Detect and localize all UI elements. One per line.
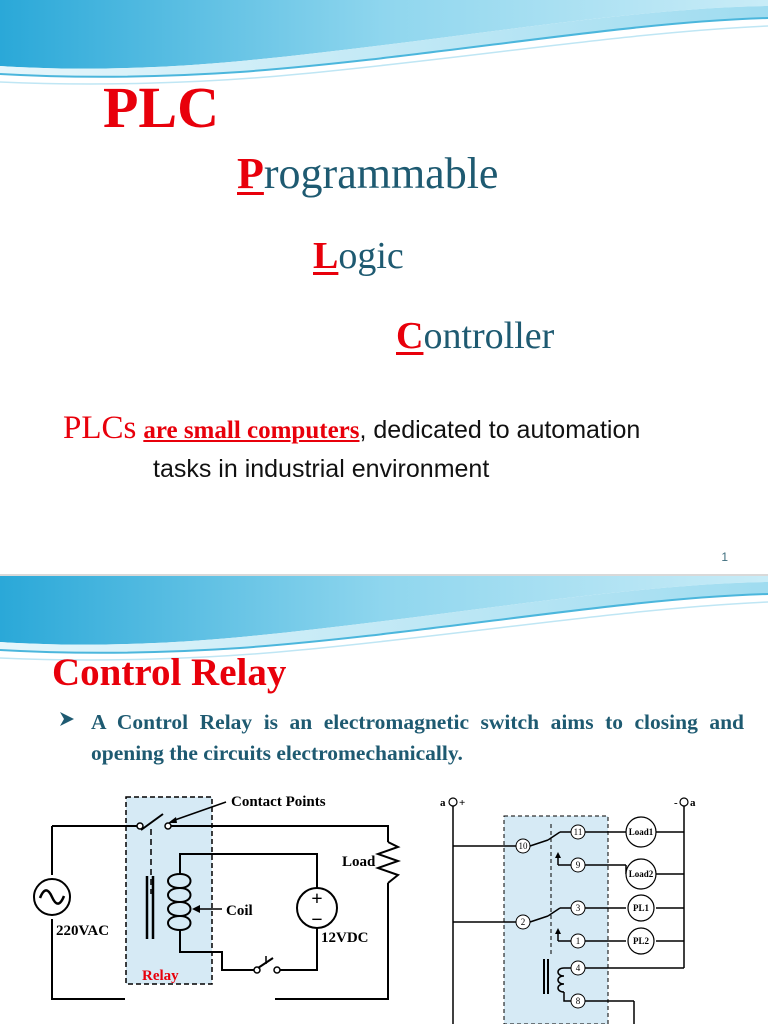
svg-text:-: - [674, 797, 678, 809]
relay-circuit-diagram [0, 784, 420, 1024]
svg-text:2: 2 [520, 917, 526, 927]
acronym-rest: ogic [338, 235, 404, 277]
svg-text:3: 3 [575, 903, 581, 913]
pin-11 [571, 825, 585, 839]
acronym-letter: C [396, 315, 424, 357]
description-highlight: are small computers [143, 417, 360, 444]
relay-wiring-diagram [430, 794, 720, 1024]
pin-3 [571, 901, 585, 915]
load-2 [626, 859, 656, 889]
label-contact-points: Contact Points [231, 794, 326, 810]
acronym-line-logic [313, 234, 404, 278]
svg-text:Load1: Load1 [628, 827, 654, 837]
acronym-line-programmable [237, 148, 498, 199]
svg-text:8: 8 [575, 996, 581, 1006]
slide-title: Control Relay [52, 651, 287, 694]
svg-text:10: 10 [518, 841, 528, 851]
acronym-rest: ontroller [423, 315, 555, 357]
svg-text:4: 4 [575, 963, 581, 973]
label-load: Load [342, 854, 376, 870]
description-line-2: tasks in industrial environment [153, 455, 490, 483]
svg-text:11: 11 [573, 827, 583, 837]
slide-title: PLC [103, 75, 219, 140]
pilot-lamp-2 [628, 928, 654, 954]
svg-text:+: + [311, 888, 323, 910]
svg-text:a: a [690, 797, 696, 809]
slide-2 [0, 576, 768, 1024]
pin-10 [516, 839, 530, 853]
label-220vac: 220VAC [56, 923, 110, 939]
svg-text:PL1: PL1 [632, 903, 650, 913]
svg-text:PL2: PL2 [632, 936, 650, 946]
pilot-lamp-1 [628, 895, 654, 921]
load-resistor [378, 842, 398, 883]
acronym-line-controller [396, 314, 554, 358]
page-number: 1 [721, 550, 728, 564]
description-line-1 [63, 410, 640, 447]
svg-text:+: + [459, 797, 466, 809]
bullet-text: A Control Relay is an electromagnetic switch aims to closing and opening the circuits electromechanically. [91, 710, 744, 765]
pin-8 [571, 994, 585, 1008]
svg-text:9: 9 [575, 860, 581, 870]
svg-text:Load2: Load2 [628, 869, 654, 879]
pin-4 [571, 961, 585, 975]
pin-1 [571, 934, 585, 948]
label-coil: Coil [226, 903, 253, 919]
load-1 [626, 817, 656, 847]
acronym-rest: rogrammable [263, 149, 499, 198]
acronym-letter: P [237, 149, 264, 198]
label-12vdc: 12VDC [321, 930, 369, 946]
svg-text:−: − [311, 909, 323, 931]
acronym-letter: L [313, 235, 339, 277]
svg-text:1: 1 [575, 936, 581, 946]
pin-9 [571, 858, 585, 872]
description-rest: , dedicated to automation [359, 416, 641, 444]
arrow-bullet-icon [58, 709, 78, 729]
svg-text:a: a [440, 797, 446, 809]
pin-2 [516, 915, 530, 929]
description-subject: PLCs [63, 410, 137, 446]
label-relay: Relay [142, 968, 179, 984]
